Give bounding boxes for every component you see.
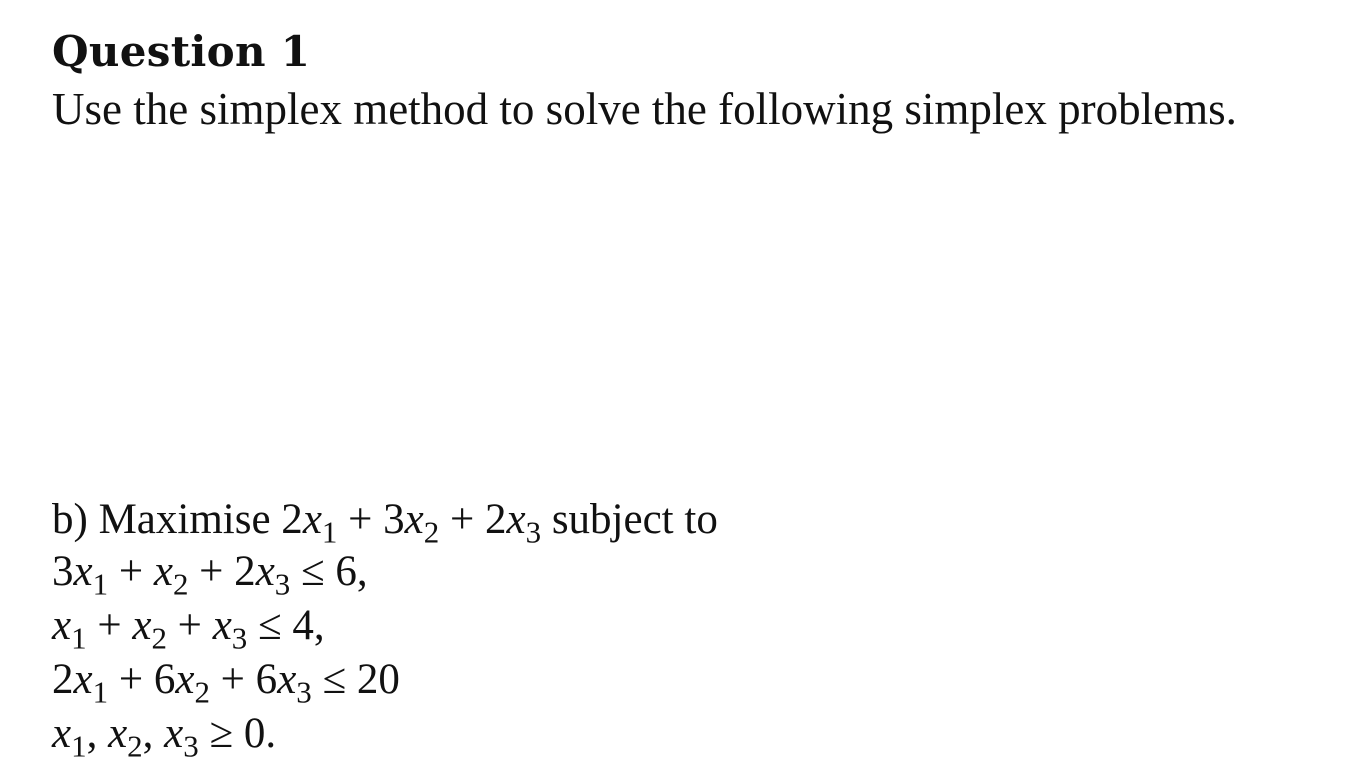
question-instruction: Use the simplex method to solve the following simplex problems. [52,84,1237,134]
constraint-1: $3x_1 + x_2 + 2x_3 \le 6$, [52,548,368,602]
problem-statement: b) Maximise $2x_1 + 3x_2 + 2x_3$ subject to [52,496,718,550]
question-title: Question 1 [52,27,311,76]
nonnegativity-constraint: $x_1$, $x_2$, $x_3 \ge 0$. [52,710,277,764]
problem-b [52,493,718,764]
constraint-3: $2x_1 + 6x_2 + 6x_3 \le 20$ [52,656,400,710]
constraint-2: $x_1 + x_2 + x_3 \le 4$, [52,602,325,656]
